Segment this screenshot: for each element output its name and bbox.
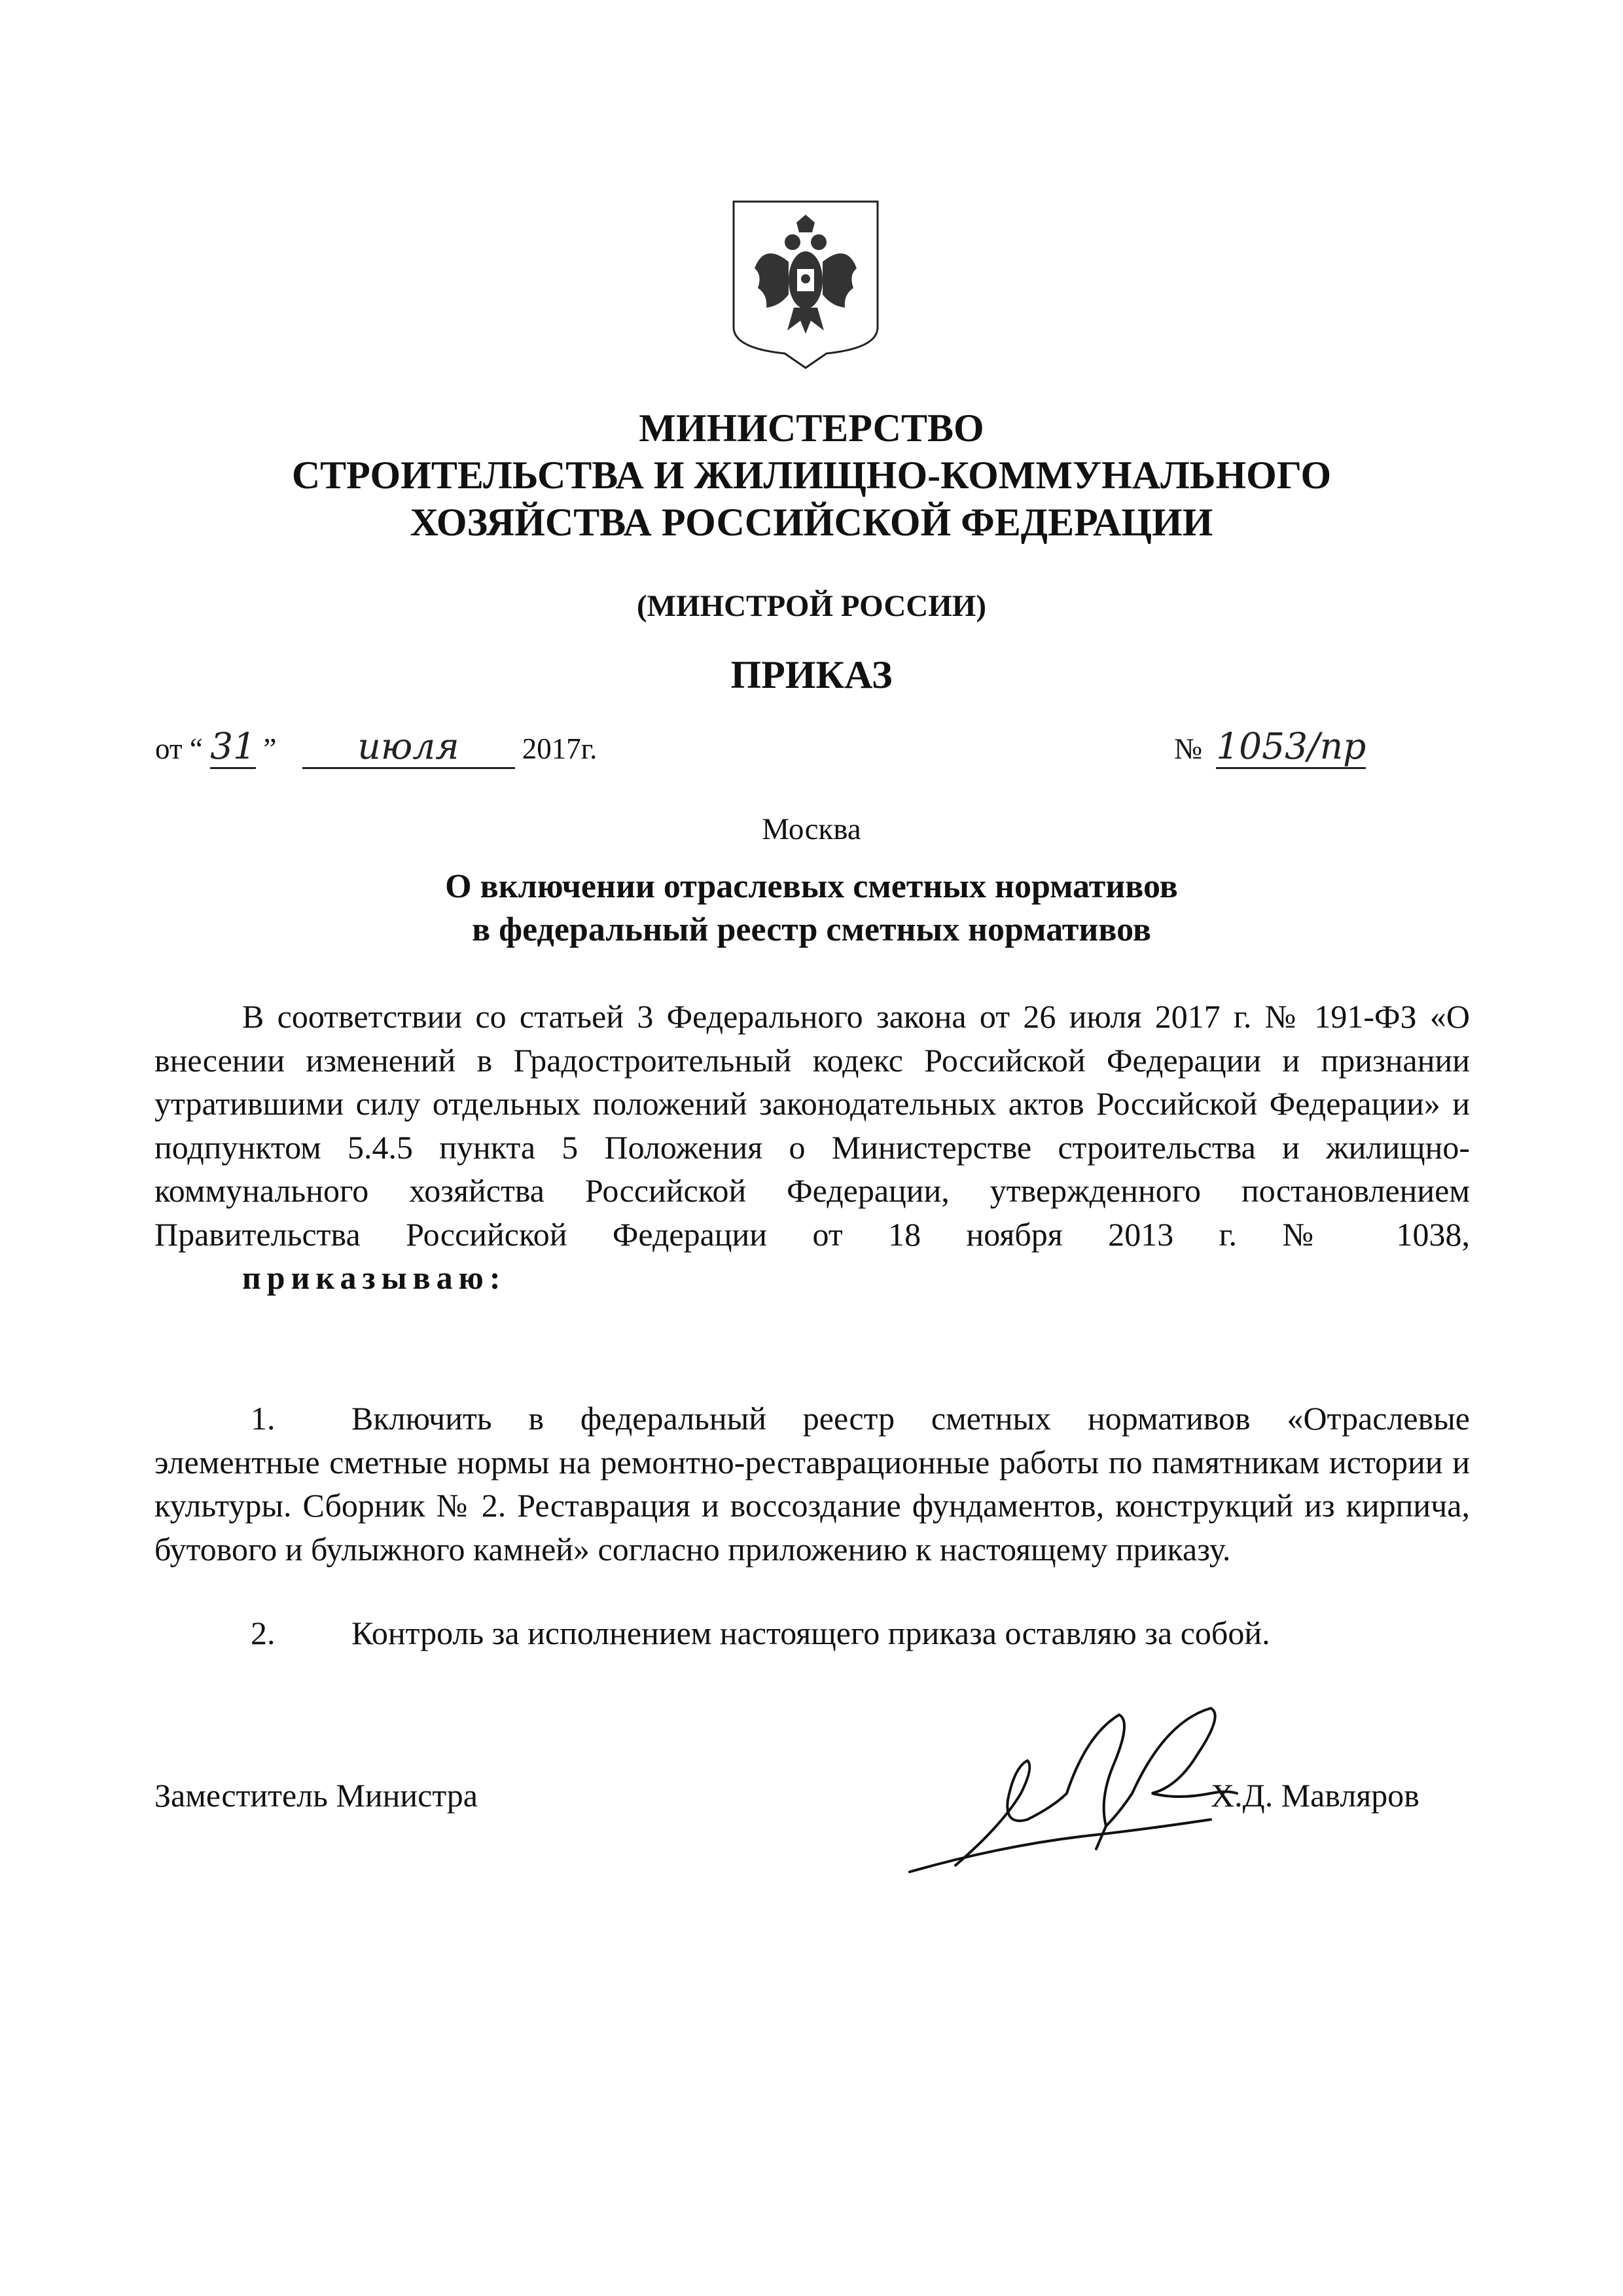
signer-position: Заместитель Министра: [154, 1777, 478, 1814]
date-open-quote: “: [189, 732, 203, 765]
command-word: приказываю:: [242, 1259, 507, 1296]
date-prefix: от: [155, 732, 183, 765]
ministry-name-line3: ХОЗЯЙСТВА РОССИЙСКОЙ ФЕДЕРАЦИИ: [410, 501, 1213, 544]
preamble-text: В соответствии со статьей 3 Федерального закона от 26 июля 2017 г. № 191-ФЗ «О внесении изменений в Градостроительный кодекс Российской Федерации и признании утратившими силу отдельных положений законодательных актов Российской Федерации» и подпунктом 5.4.5 пункта 5 Положения о Министерстве строительства и жилищно-коммунального хозяйства Российской Федерации, утвержденного постановлением Правительства Российской Федерации от 18 ноября 2013 г. № 1038,: [154, 998, 1470, 1253]
document-type: ПРИКАЗ: [730, 653, 893, 696]
signer-name: Х.Д. Мавляров: [1211, 1777, 1419, 1814]
ministry-short-name: (МИНСТРОЙ РОССИИ): [637, 589, 986, 623]
date-close-quote: ”: [263, 732, 277, 765]
order-subject: [0, 865, 1623, 952]
order-subject-line1: О включении отраслевых сметных нормативов: [445, 868, 1178, 905]
ministry-name: [0, 404, 1623, 546]
order-subject-line2: в федеральный реестр сметных нормативов: [472, 911, 1151, 948]
order-number-label: №: [1174, 732, 1202, 765]
coat-of-arms-icon: [728, 196, 883, 372]
order-date: [155, 725, 597, 771]
order-number: [1174, 725, 1366, 767]
ministry-name-line1: МИНИСТЕРСТВО: [639, 406, 984, 450]
date-month: июля: [302, 725, 515, 769]
order-item-number: 1.: [251, 1400, 276, 1437]
date-day: 31: [210, 725, 256, 769]
date-year-suffix: г.: [580, 732, 597, 765]
date-year: 2017: [522, 732, 581, 765]
order-number-value: 1053/пр: [1216, 725, 1366, 769]
ministry-name-line2: СТРОИТЕЛЬСТВА И ЖИЛИЩНО-КОММУНАЛЬНОГО: [291, 454, 1332, 497]
order-item: [154, 1611, 1470, 1655]
command-line: [154, 1256, 1470, 1300]
order-item-text: Включить в федеральный реестр сметных нормативов «Отраслевые элементные сметные нормы на ремонтно-реставрационные работы по памятникам истории и культуры. Сборник № 2. Реставрация и воссоздание фундаментов, конструкций из кирпича, бутового и булыжного камней» согласно приложению к настоящему приказу.: [154, 1400, 1470, 1568]
order-item: [154, 1397, 1470, 1571]
order-item-text: Контроль за исполнением настоящего приказа оставляю за собой.: [351, 1615, 1270, 1651]
city: Москва: [762, 812, 861, 846]
preamble: [154, 995, 1470, 1300]
order-item-number: 2.: [251, 1615, 276, 1651]
